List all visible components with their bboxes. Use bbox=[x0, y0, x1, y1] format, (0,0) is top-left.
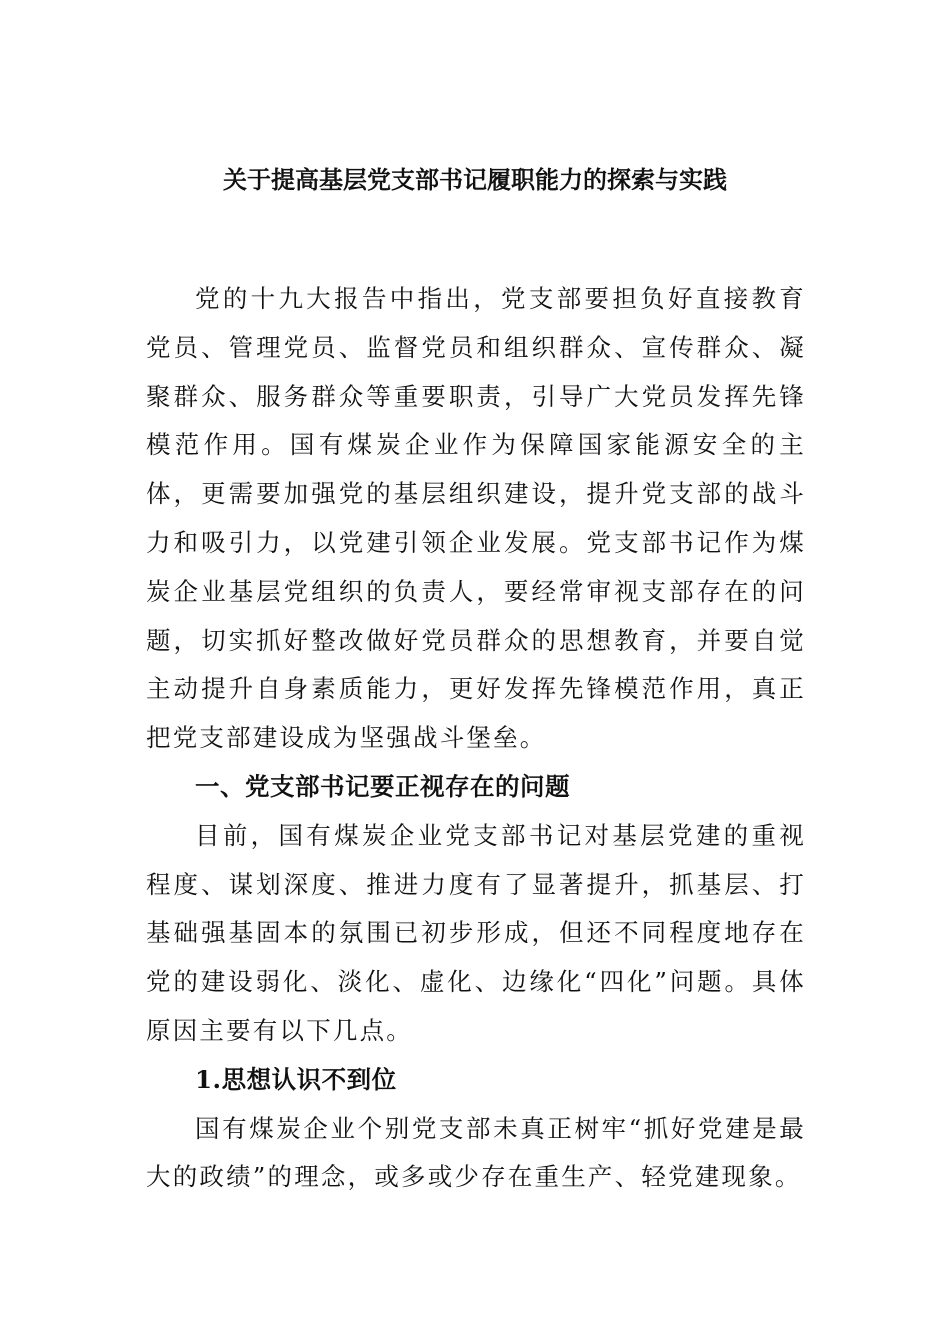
intro-paragraph: 党的十九大报告中指出，党支部要担负好直接教育党员、管理党员、监督党员和组织群众、宣传群众、凝聚群众、服务群众等重要职责，引导广大党员发挥先锋模范作用。国有煤炭企业作为保障国家能源安全的主体，更需要加强党的基层组织建设，提升党支部的战斗力和吸引力，以党建引领企业发展。党支部书记作为煤炭企业基层党组织的负责人，要经常审视支部存在的问题，切实抓好整改做好党员群众的思想教育，并要自觉主动提升自身素质能力，更好发挥先锋模范作用，真正把党支部建设成为坚强战斗堡垒。 bbox=[146, 284, 806, 753]
section-heading-1: 一、党支部书记要正视存在的问题 bbox=[195, 771, 570, 801]
subsection-heading-1: 1.思想认识不到位 bbox=[195, 1064, 397, 1094]
document-body bbox=[146, 275, 806, 1202]
document-title: 关于提高基层党支部书记履职能力的探索与实践 bbox=[223, 165, 727, 194]
subsection-1-paragraph: 国有煤炭企业个别党支部未真正树牢“抓好党建是最大的政绩”的理念，或多或少存在重生产、轻党建现象。 bbox=[146, 1113, 806, 1192]
section-1-paragraph: 目前，国有煤炭企业党支部书记对基层党建的重视程度、谋划深度、推进力度有了显著提升，抓基层、打基础强基固本的氛围已初步形成，但还不同程度地存在党的建设弱化、淡化、虚化、边缘化“四化”问题。具体原因主要有以下几点。 bbox=[146, 820, 806, 1045]
